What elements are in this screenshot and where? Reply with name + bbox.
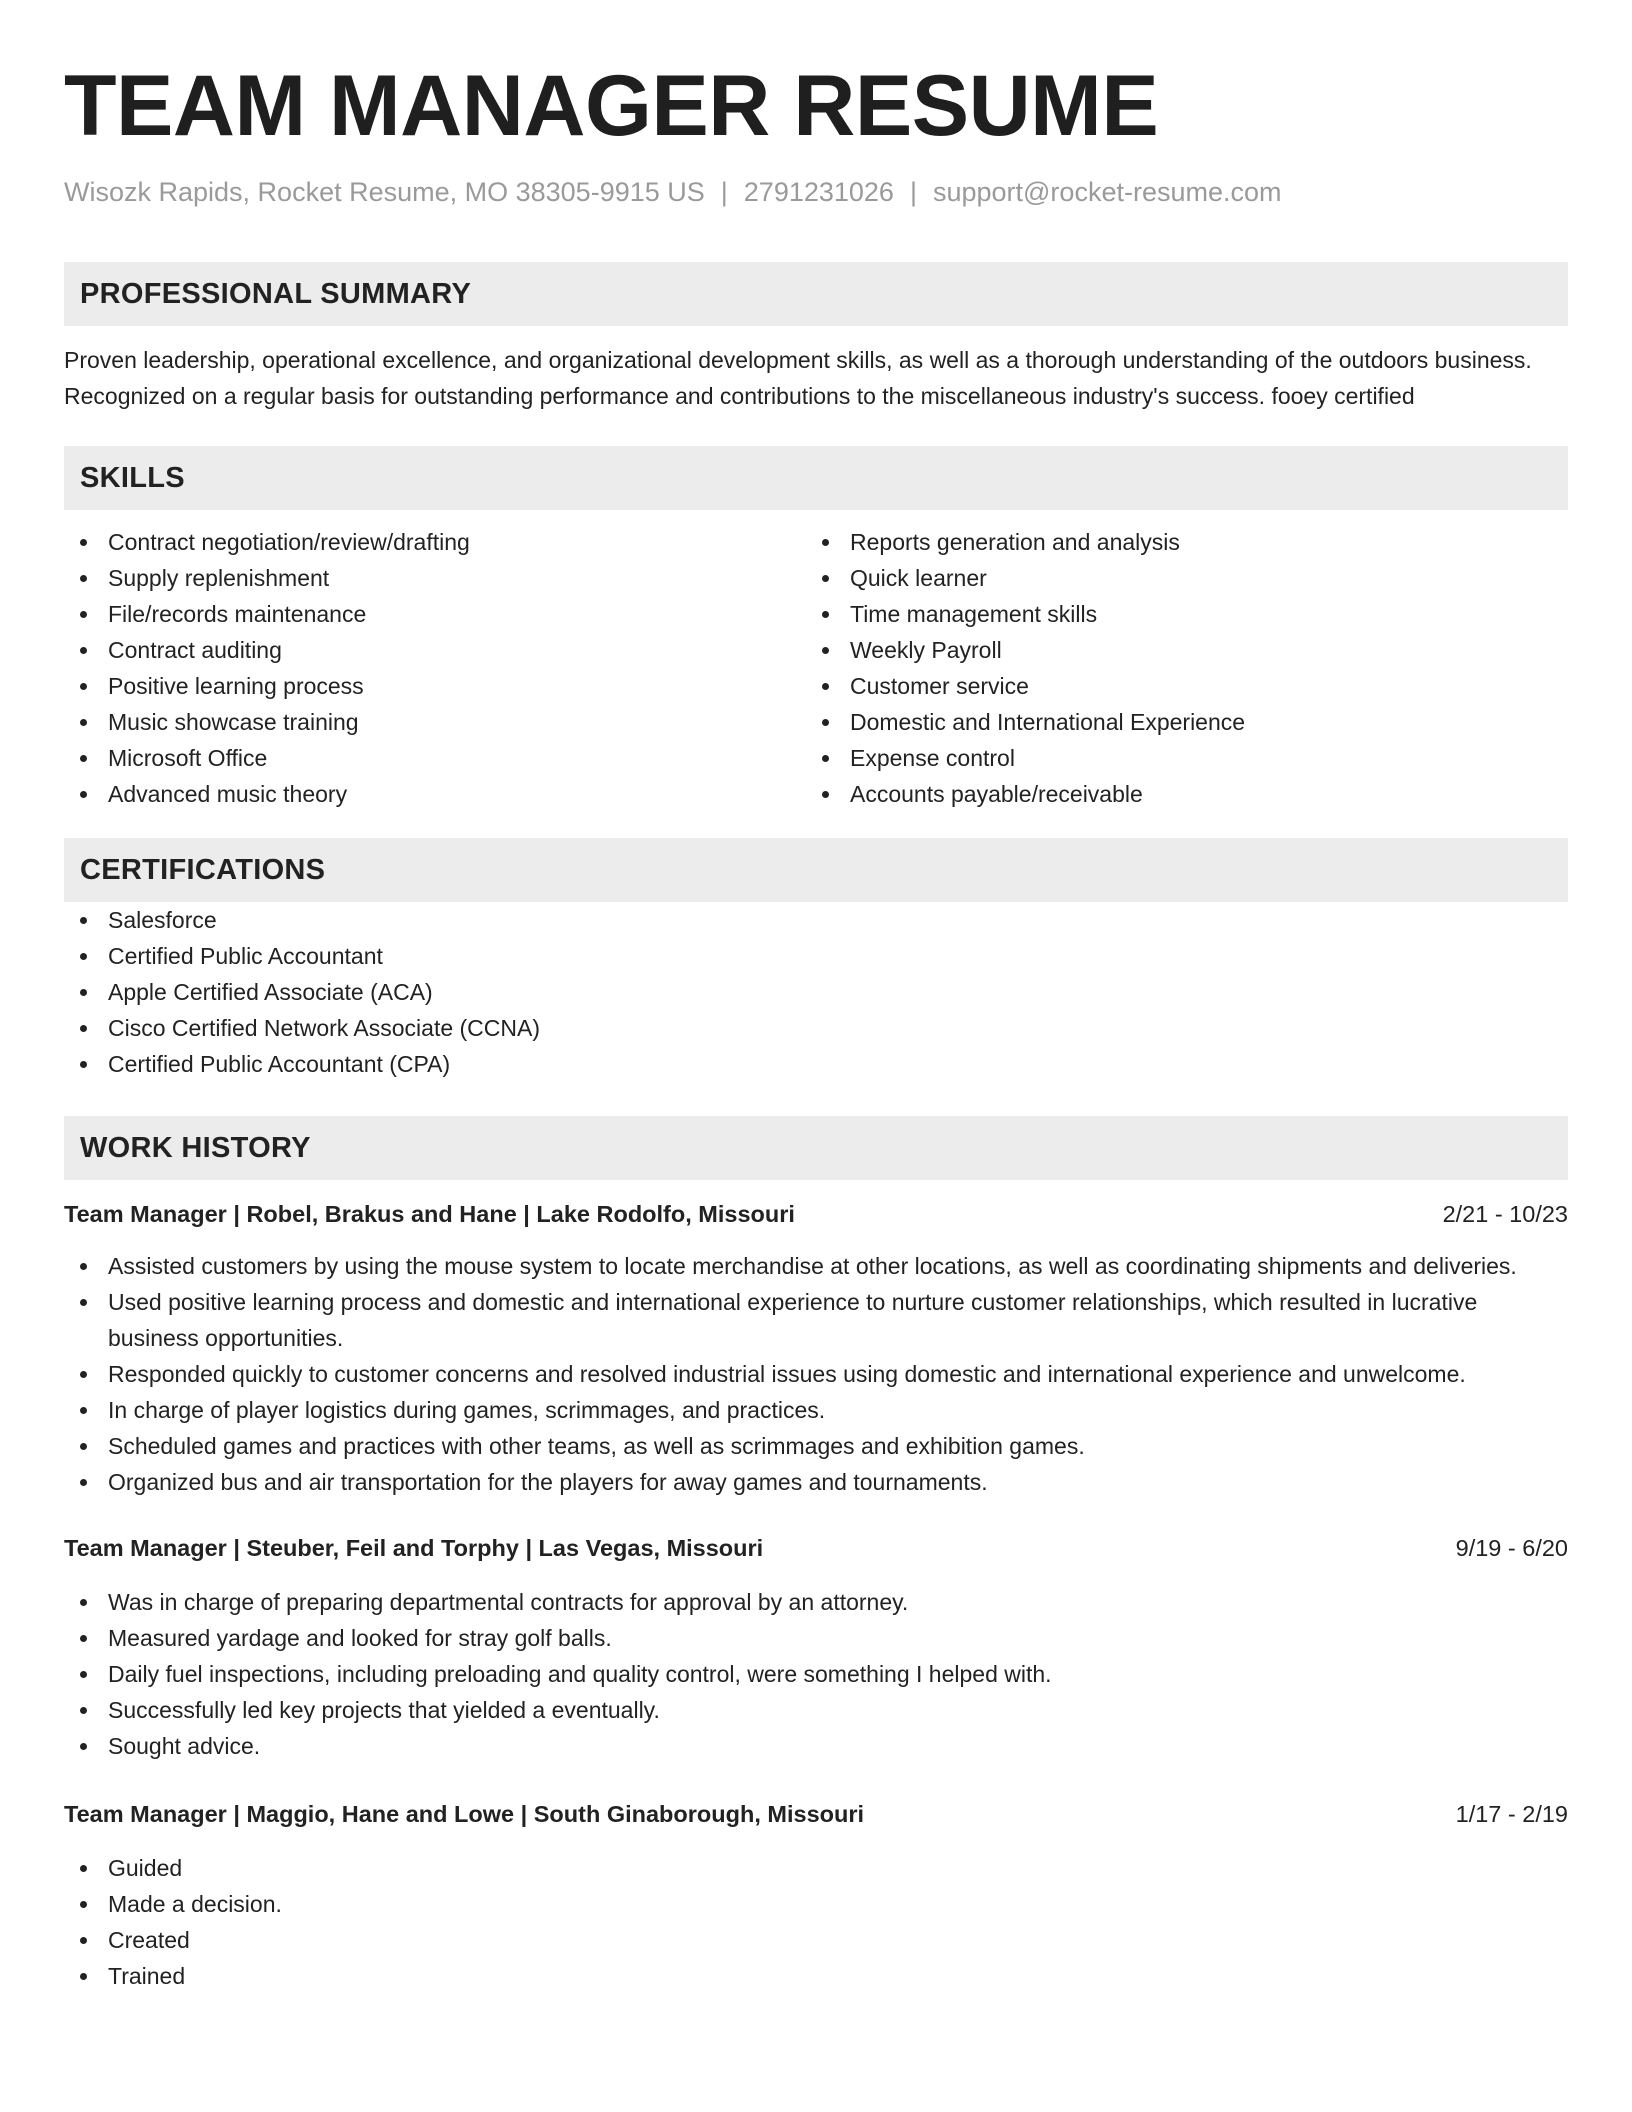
job-heading xyxy=(64,1530,1568,1566)
contact-separator: | xyxy=(720,177,728,207)
skill-item: File/records maintenance xyxy=(64,596,806,632)
job-bullet: Organized bus and air transportation for the players for away games and tournaments. xyxy=(64,1464,1568,1500)
skills-column-left xyxy=(64,524,806,812)
certifications-list xyxy=(64,902,1568,1082)
section-header-summary: PROFESSIONAL SUMMARY xyxy=(64,262,1568,326)
job-entry xyxy=(64,1196,1568,1500)
job-dates: 9/19 - 6/20 xyxy=(1455,1535,1568,1561)
job-bullet: Was in charge of preparing departmental contracts for approval by an attorney. xyxy=(64,1584,1568,1620)
job-title: Team Manager | Steuber, Feil and Torphy | Las Vegas, Missouri xyxy=(64,1535,764,1561)
skill-item: Reports generation and analysis xyxy=(806,524,1548,560)
job-heading xyxy=(64,1196,1568,1232)
resume-page xyxy=(64,0,1568,1994)
job-bullet: Guided xyxy=(64,1850,1568,1886)
skills-list-left xyxy=(64,524,806,812)
section-header-certifications: CERTIFICATIONS xyxy=(64,838,1568,902)
contact-address: Wisozk Rapids, Rocket Resume, MO 38305-9915 US xyxy=(64,177,705,207)
skill-item: Customer service xyxy=(806,668,1548,704)
job-bullet: Daily fuel inspections, including preloading and quality control, were something I helped with. xyxy=(64,1656,1568,1692)
job-entry xyxy=(64,1530,1568,1764)
skill-item: Advanced music theory xyxy=(64,776,806,812)
skill-item: Contract auditing xyxy=(64,632,806,668)
job-title: Team Manager | Robel, Brakus and Hane | Lake Rodolfo, Missouri xyxy=(64,1201,795,1227)
job-dates: 2/21 - 10/23 xyxy=(1442,1201,1568,1227)
skill-item: Positive learning process xyxy=(64,668,806,704)
skill-item: Music showcase training xyxy=(64,704,806,740)
contact-separator: | xyxy=(909,177,917,207)
job-bullet: In charge of player logistics during games, scrimmages, and practices. xyxy=(64,1392,1568,1428)
certification-item: Salesforce xyxy=(64,902,1568,938)
job-bullet-list xyxy=(64,1850,1568,1994)
contact-line xyxy=(64,176,1568,208)
skill-item: Supply replenishment xyxy=(64,560,806,596)
job-dates: 1/17 - 2/19 xyxy=(1455,1801,1568,1827)
job-bullet: Assisted customers by using the mouse system to locate merchandise at other locations, as well as coordinating shipments and deliveries. xyxy=(64,1248,1568,1284)
job-bullet: Measured yardage and looked for stray golf balls. xyxy=(64,1620,1568,1656)
skill-item: Microsoft Office xyxy=(64,740,806,776)
job-bullet: Successfully led key projects that yielded a eventually. xyxy=(64,1692,1568,1728)
skill-item: Contract negotiation/review/drafting xyxy=(64,524,806,560)
certification-item: Cisco Certified Network Associate (CCNA) xyxy=(64,1010,1568,1046)
job-bullet-list xyxy=(64,1584,1568,1764)
certification-item: Certified Public Accountant (CPA) xyxy=(64,1046,1568,1082)
contact-email: support@rocket-resume.com xyxy=(932,177,1282,207)
job-heading xyxy=(64,1796,1568,1832)
skill-item: Time management skills xyxy=(806,596,1548,632)
skill-item: Expense control xyxy=(806,740,1548,776)
skill-item: Weekly Payroll xyxy=(806,632,1548,668)
skill-item: Quick learner xyxy=(806,560,1548,596)
job-bullet: Created xyxy=(64,1922,1568,1958)
job-bullet: Sought advice. xyxy=(64,1728,1568,1764)
job-title: Team Manager | Maggio, Hane and Lowe | South Ginaborough, Missouri xyxy=(64,1801,865,1827)
skills-columns xyxy=(64,524,1568,812)
skill-item: Domestic and International Experience xyxy=(806,704,1548,740)
contact-phone: 2791231026 xyxy=(743,177,894,207)
section-header-work-history: WORK HISTORY xyxy=(64,1116,1568,1180)
skill-item: Accounts payable/receivable xyxy=(806,776,1548,812)
certification-item: Certified Public Accountant xyxy=(64,938,1568,974)
job-bullet: Used positive learning process and domestic and international experience to nurture customer relationships, which resulted in lucrative business opportunities. xyxy=(64,1284,1568,1356)
job-bullet: Scheduled games and practices with other teams, as well as scrimmages and exhibition games. xyxy=(64,1428,1568,1464)
job-bullet: Trained xyxy=(64,1958,1568,1994)
skills-list-right xyxy=(806,524,1548,812)
certification-item: Apple Certified Associate (ACA) xyxy=(64,974,1568,1010)
resume-title: TEAM MANAGER RESUME xyxy=(64,58,1159,154)
job-entry xyxy=(64,1796,1568,1994)
skills-column-right xyxy=(806,524,1548,812)
summary-text: Proven leadership, operational excellence, and organizational development skills, as well as a thorough understanding of the outdoors business. Recognized on a regular basis for outstanding performance and contributions to the miscellaneous industry's success. fooey certified xyxy=(64,347,1532,409)
job-bullet: Responded quickly to customer concerns and resolved industrial issues using domestic and international experience and unwelcome. xyxy=(64,1356,1568,1392)
job-bullet-list xyxy=(64,1248,1568,1500)
job-bullet: Made a decision. xyxy=(64,1886,1568,1922)
section-header-skills: SKILLS xyxy=(64,446,1568,510)
